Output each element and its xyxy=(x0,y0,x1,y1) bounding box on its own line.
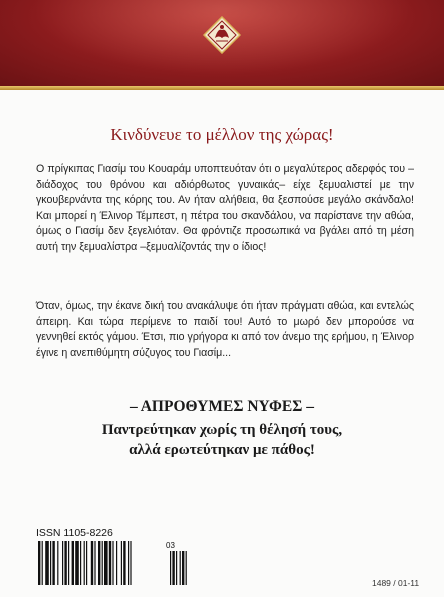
barcode-bar xyxy=(75,541,79,585)
publisher-logo-icon xyxy=(203,16,241,54)
barcode-bar xyxy=(57,541,58,585)
synopsis-paragraph-2: Όταν, όμως, την έκανε δική του ανακάλυψε ότι ήταν πράγματι αθώα, και εντελώς άπειρη. Και τώρα περίμενε το παιδί του! Αυτό το μωρό δεν μπορούσε να γεννηθεί εκτός γάμου. Έτσι, πιο γρήγορα κι από τον άνεμο της ερήμου, η Έλινορ έγινε η ανεπιθύμητη σύζυγος του Γιασίμ... xyxy=(36,300,414,359)
barcode-bar xyxy=(64,541,66,585)
series-heading: – ΑΠΡΟΘΥΜΕΣ ΝΥΦΕΣ – xyxy=(129,398,315,415)
barcode-bar xyxy=(116,541,117,585)
barcode-bar xyxy=(72,541,74,585)
barcode-bar xyxy=(42,541,43,585)
barcode-addon-bar xyxy=(170,551,171,585)
barcode-bar xyxy=(121,541,122,585)
barcode-bar xyxy=(123,541,125,585)
barcode-addon-bar xyxy=(182,551,184,585)
barcode-addon-bar xyxy=(176,551,177,585)
barcode-bar xyxy=(52,541,54,585)
series-subheading xyxy=(0,420,444,460)
barcode-addon-bar xyxy=(186,551,187,585)
barcode-bar xyxy=(38,541,40,585)
issue-code: 1489 / 01-11 xyxy=(372,578,420,588)
issn-label: ISSN 1105-8226 xyxy=(36,527,113,539)
barcode-bar xyxy=(109,541,111,585)
barcode-bar xyxy=(45,541,49,585)
barcode-bar xyxy=(86,541,87,585)
barcode-bar xyxy=(130,541,131,585)
series-subheading-line-1: Παντρεύτηκαν χωρίς τη θέλησή τους, xyxy=(101,422,343,438)
barcode-bar xyxy=(84,541,85,585)
barcode-bar xyxy=(104,541,108,585)
barcode-bar xyxy=(94,541,95,585)
barcode-addon-digits: 03 xyxy=(166,541,175,550)
barcode-bar xyxy=(128,541,129,585)
barcode-bar xyxy=(91,541,93,585)
barcode-addon-bar xyxy=(180,551,181,585)
series-subheading-line-2: αλλά ερωτεύτηκαν με πάθος! xyxy=(129,442,315,458)
barcode-bar xyxy=(80,541,81,585)
tagline: Κινδύνευε το μέλλον της χώρας! xyxy=(110,125,334,144)
barcode-bar xyxy=(62,541,63,585)
barcode-bar xyxy=(112,541,113,585)
barcode-bar xyxy=(98,541,100,585)
barcode-bar xyxy=(68,541,69,585)
synopsis-paragraph-1: Ο πρίγκιπας Γιασίμ του Κουαράμ υποπτευόταν ότι ο μεγαλύτερος αδερφός του –διάδοχος του θρόνου και αδιόρθωτος γυναικάς– είχε ξεμυαλιστεί με την γκουβερνάντα της κόρης του. Αν ήταν αλήθεια, θα ξεσπούσε μεγάλο σκάνδαλο! Και μπορεί η Έλινορ Τέμπεστ, η πέτρα του σκανδάλου, να παρίστανε την αθώα, όμως ο Γιασίμ δεν ξεγελιόταν. Θα φρόντιζε προσωπικά να βγάλει από τη μέση αυτή την ξεμυαλίστρα –ξεμυαλίζοντάς την ο ίδιος! xyxy=(36,163,414,253)
barcode-bar xyxy=(102,541,103,585)
barcode-bar xyxy=(50,541,51,585)
barcode-addon-bar xyxy=(172,551,174,585)
